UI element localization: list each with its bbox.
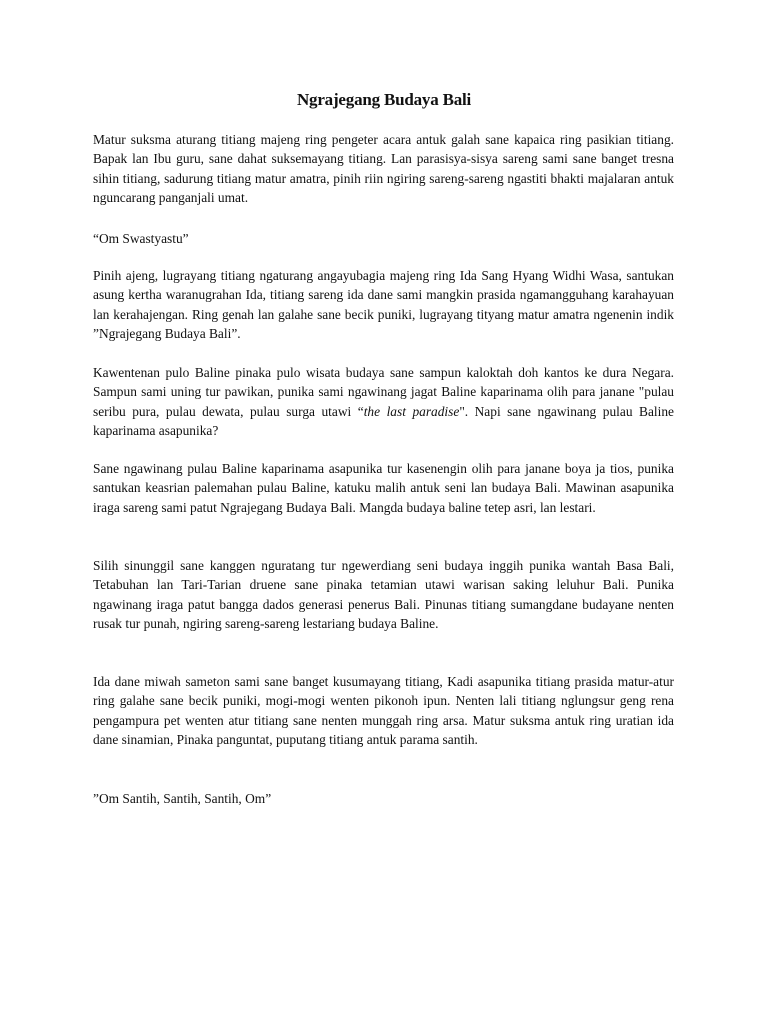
paragraph-farewell: ”Om Santih, Santih, Santih, Om” (93, 791, 272, 806)
paragraph-culture: Silih sinunggil sane kanggen nguratang tur ngewerdiang seni budaya inggih punika wantah Basa Bali, Tetabuhan lan Tari-Tarian druene sane pinaka tetamian utawi warisan saking leluhur Bali. Punika ngawinang iraga patut bangga dados generasi penerus Bali. Pinunas titiang sumangdane budayane nenten rusak tur punah, ngiring sareng-sareng lestariang budaya Baline. (93, 558, 674, 632)
paragraph-reason: Sane ngawinang pulau Baline kaparinama asapunika tur kasenengin olih para janane boya ja tios, punika santukan keasrian palemahan pulau Baline, katuku malih antuk seni lan budaya Bali. Mawinan asapunika iraga sareng sami patut Ngrajegang Budaya Bali. Mangda budaya baline tetep asri, lan lestari. (93, 461, 674, 515)
paragraph-bali-island (93, 363, 674, 441)
italic-phrase: the last paradise (363, 403, 460, 419)
paragraph-bali-island-text: Kawentenan pulo Baline pinaka pulo wisata budaya sane sampun kaloktah doh kantos ke dura Negara. Sampun sami uning tur pawikan, punika sami ngawinang jagat Baline kaparinama olih para janane "pulau seribu pura, pulau dewata, pulau surga utawi “ (93, 365, 674, 419)
paragraph-opening: Matur suksma aturang titiang majeng ring pengeter acara antuk galah sane kapaica ring pasikian titiang. Bapak lan Ibu guru, sane dahat suksemayang titiang. Lan parasisya-sisya sareng sami sane banget tresna sihin titiang, sadurung titiang matur amatra, pinih riin ngiring sareng-sareng ngastiti bhakti majalaran antuk nguncarang panganjali umat. (93, 132, 674, 206)
document-title: Ngrajegang Budaya Bali (296, 90, 472, 109)
paragraph-closing: Ida dane miwah sameton sami sane banget kusumayang titiang, Kadi asapunika titiang prasida matur-atur ring galahe sane becik puniki, mogi-mogi wenten pikonoh ipun. Nenten lali titiang nglungsur geng rena pengampura pet wenten atur titiang sane nenten munggah ring arsa. Matur suksma antuk ring uratian ida dane sinamian, Pinaka panguntat, puputang titiang antuk parama santih. (93, 674, 674, 748)
paragraph-gratitude: Pinih ajeng, lugrayang titiang ngaturang angayubagia majeng ring Ida Sang Hyang Widhi Wasa, santukan asung kertha waranugrahan Ida, titiang sareng ida dane sami mangkin prasida ngamangguhang karahayuan lan kerahajengan. Ring genah lan galahe sane becik puniki, lugrayang tityang matur amatra ngenenin indik ”Ngrajegang Budaya Bali”. (93, 268, 674, 342)
paragraph-greeting: “Om Swastyastu” (93, 231, 189, 246)
paragraph-bali-island-end: ". Napi sane ngawinang pulau Baline kaparinama asapunika? (93, 403, 674, 439)
